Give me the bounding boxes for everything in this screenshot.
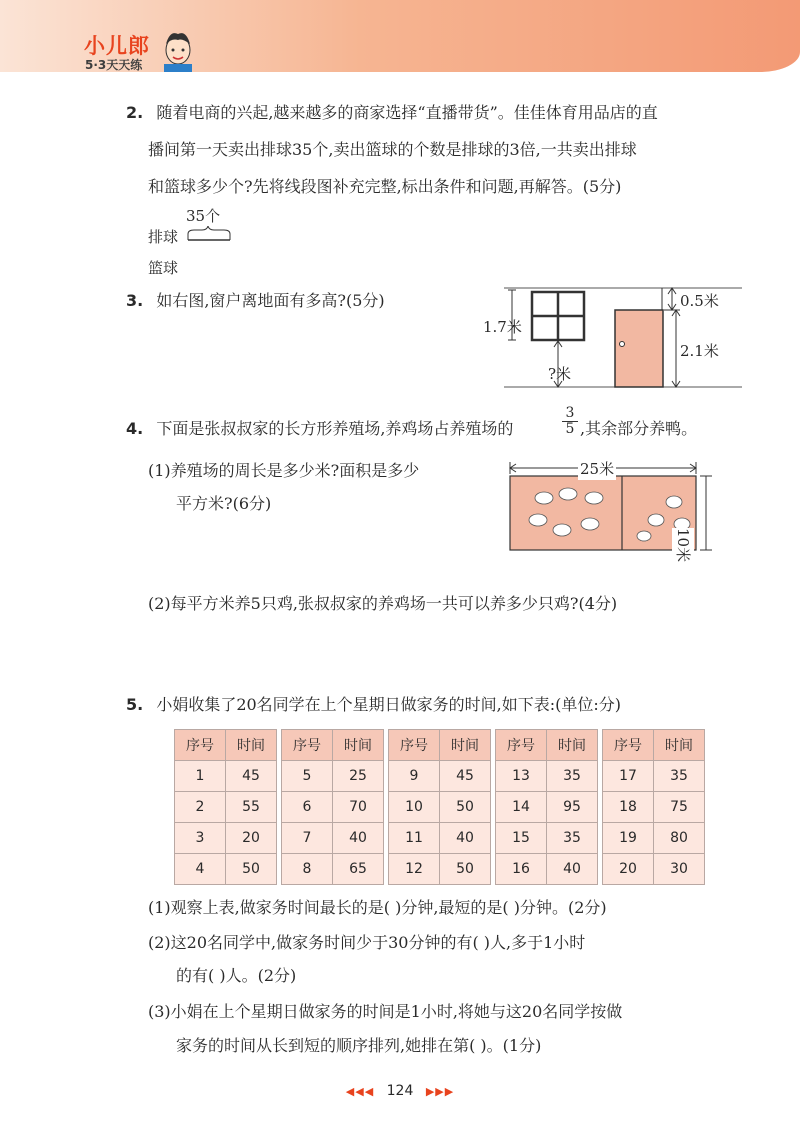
q4-fraction [562,406,578,437]
table-row [175,761,705,792]
table-header: 序号 [496,730,547,761]
table-cell: 5 [282,761,333,792]
left-arrows-icon: ◀◀◀ [345,1085,375,1098]
table-cell: 6 [282,792,333,823]
table-header: 时间 [654,730,705,761]
table-cell: 45 [226,761,277,792]
mascot-icon [160,28,196,72]
table-cell: 10 [389,792,440,823]
q4-fraction-denominator: 5 [562,421,578,437]
q3-top-gap-label: 0.5米 [680,292,719,310]
table-cell: 40 [440,823,491,854]
table-header: 时间 [226,730,277,761]
q5-line [126,694,621,716]
q3-unknown-label: ?米 [548,365,572,383]
table-header: 时间 [333,730,384,761]
q2-line1 [126,102,658,124]
table-row [175,823,705,854]
q5-sub2-line1: (2)这20名同学中,做家务时间少于30分钟的有( )人,多于1小时 [148,933,586,952]
q2-segment-volleyball [186,226,232,246]
q3-line [126,290,385,312]
page-number: 124 [386,1083,414,1099]
right-arrows-icon: ▶▶▶ [425,1085,455,1098]
q5-number: 5. [126,695,144,714]
table-cell: 95 [547,792,598,823]
table-cell: 12 [389,854,440,885]
table-cell: 50 [226,854,277,885]
q3-text: 如右图,窗户离地面有多高?(5分) [156,291,385,310]
table-cell: 4 [175,854,226,885]
table-cell: 11 [389,823,440,854]
q5-text: 小娟收集了20名同学在上个星期日做家务的时间,如下表:(单位:分) [156,695,622,714]
q5-sub3-line2: 家务的时间从长到短的顺序排列,她排在第( )。(1分) [176,1036,542,1055]
q4-sub1-line2: 平方米?(6分) [176,494,272,513]
table-cell: 18 [603,792,654,823]
q3-number: 3. [126,291,144,310]
page-footer [0,1083,800,1099]
brand-logo: 小儿郎 [84,34,150,58]
q4-text-after: ,其余部分养鸭。 [580,419,698,438]
table-cell: 13 [496,761,547,792]
q2-row-volleyball: 排球 [148,228,179,246]
table-header: 时间 [547,730,598,761]
table-header: 序号 [389,730,440,761]
table-header: 序号 [175,730,226,761]
table-row [175,792,705,823]
series-label: 5·3天天练 [85,58,143,72]
header-banner [0,0,800,72]
q2-number: 2. [126,103,144,122]
table-cell: 65 [333,854,384,885]
table-cell: 19 [603,823,654,854]
table-cell: 70 [333,792,384,823]
q5-sub1: (1)观察上表,做家务时间最长的是( )分钟,最短的是( )分钟。(2分) [148,898,607,917]
table-cell: 15 [496,823,547,854]
table-header: 序号 [603,730,654,761]
table-cell: 55 [226,792,277,823]
table-cell: 1 [175,761,226,792]
table-cell: 8 [282,854,333,885]
table-cell: 16 [496,854,547,885]
q5-sub3-line1: (3)小娟在上个星期日做家务的时间是1小时,将她与这20名同学按做 [148,1002,623,1021]
table-cell: 35 [654,761,705,792]
table-cell: 7 [282,823,333,854]
q4-sub2: (2)每平方米养5只鸡,张叔叔家的养鸡场一共可以养多少只鸡?(4分) [148,594,618,613]
q3-door-height-label: 2.1米 [680,342,719,360]
table-cell: 14 [496,792,547,823]
q4-text-before: 下面是张叔叔家的长方形养殖场,养鸡场占养殖场的 [156,419,514,438]
table-cell: 45 [440,761,491,792]
q4-length-label: 25米 [580,460,615,478]
q4-sub1-line1: (1)养殖场的周长是多少米?面积是多少 [148,461,420,480]
table-header-row [175,730,705,761]
q2-brace-label: 35个 [186,207,221,225]
q4-fraction-numerator: 3 [565,405,575,421]
table-cell: 35 [547,823,598,854]
table-cell: 17 [603,761,654,792]
table-header: 时间 [440,730,491,761]
table-cell: 35 [547,761,598,792]
q5-sub2-line2: 的有( )人。(2分) [176,966,297,985]
table-cell: 25 [333,761,384,792]
q4-width-label: 10米 [674,528,692,563]
table-cell: 2 [175,792,226,823]
q2-text-3: 和篮球多少个?先将线段图补充完整,标出条件和问题,再解答。(5分) [148,177,622,196]
table-row [175,854,705,885]
table-header: 序号 [282,730,333,761]
table-cell: 30 [654,854,705,885]
table-cell: 40 [547,854,598,885]
table-cell: 80 [654,823,705,854]
table-cell: 9 [389,761,440,792]
q2-text-1: 随着电商的兴起,越来越多的商家选择“直播带货”。佳佳体育用品店的直 [156,103,658,122]
table-cell: 40 [333,823,384,854]
table-cell: 50 [440,854,491,885]
table-cell: 20 [226,823,277,854]
table-cell: 3 [175,823,226,854]
q4-number: 4. [126,419,144,438]
table-cell: 75 [654,792,705,823]
table-cell: 20 [603,854,654,885]
q2-text-2: 播间第一天卖出排球35个,卖出篮球的个数是排球的3倍,一共卖出排球 [148,140,637,159]
q2-row-basketball: 篮球 [148,259,179,277]
q4-line [126,418,513,440]
q3-window-height-label: 1.7米 [483,318,522,336]
table-cell: 50 [440,792,491,823]
housework-time-table [174,729,705,885]
